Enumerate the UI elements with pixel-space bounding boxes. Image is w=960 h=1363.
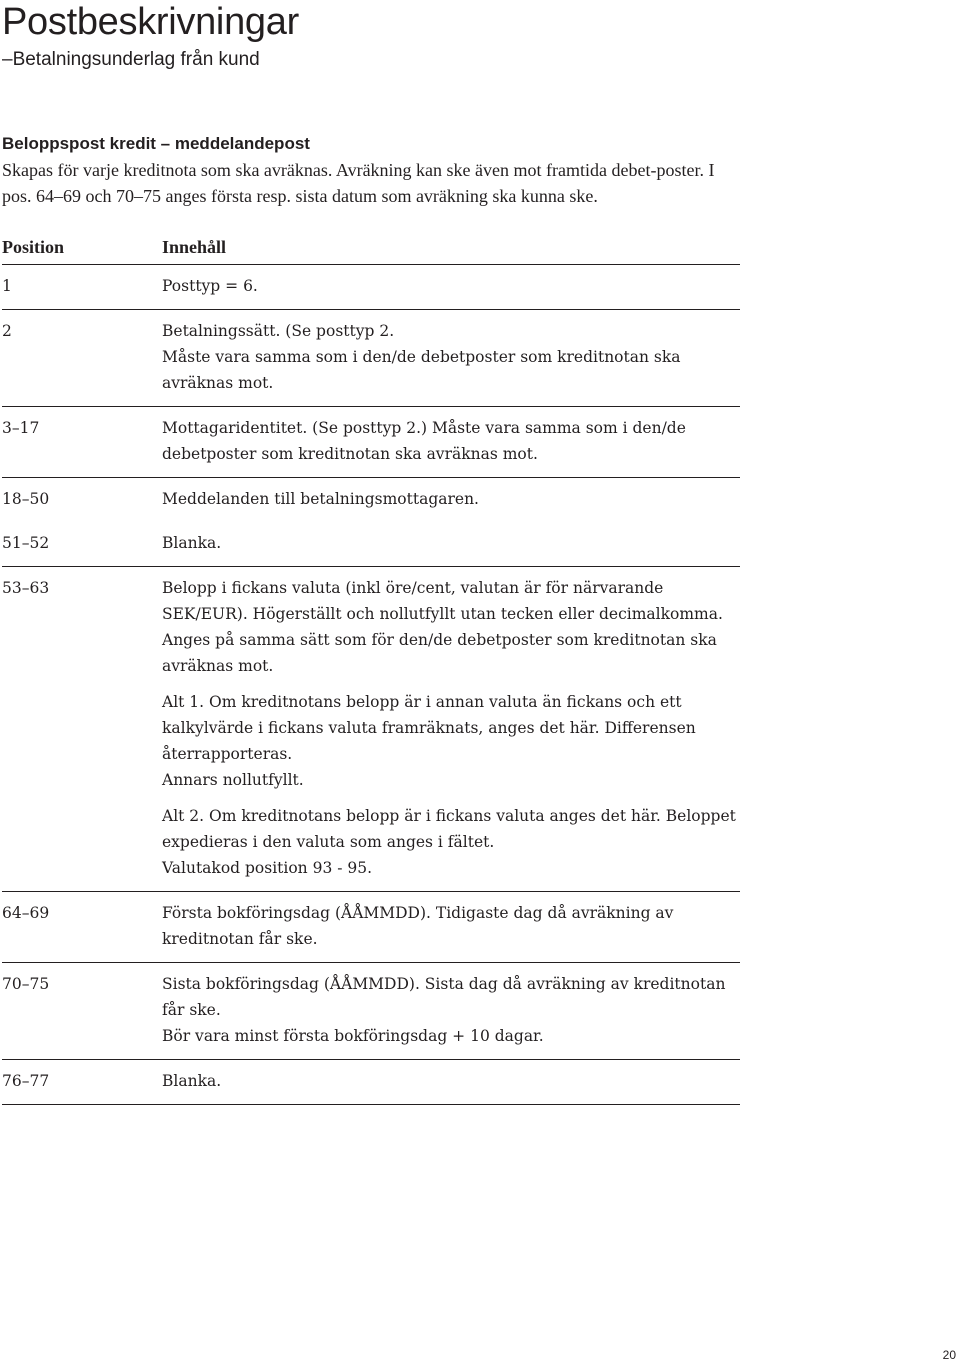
page-number: 20 — [942, 1348, 956, 1362]
table-row — [2, 892, 740, 963]
row-paragraph: Betalningssätt. (Se posttyp 2. Måste vara samma som i den/de debetposter som kreditnotan ska avräknas mot. — [162, 322, 681, 392]
row-position: 18–50 — [2, 490, 50, 508]
field-table — [2, 234, 740, 1105]
row-position: 1 — [2, 277, 12, 295]
section-intro: Skapas för varje kreditnota som ska avräknas. Avräkning kan ske även mot framtida debet-poster. I pos. 64–69 och 70–75 anges första resp. sista datum som avräkning ska kunna ske. — [2, 160, 715, 206]
row-content — [162, 1068, 740, 1094]
page-title: Postbeskrivningar — [2, 1, 299, 43]
row-paragraph: Alt 2. Om kreditnotans belopp är i fickans valuta anges det här. Beloppet expedieras i den valuta som anges i fältet. Valutakod position 93 - 95. — [162, 807, 736, 877]
row-paragraph: Posttyp = 6. — [162, 277, 258, 295]
row-content — [162, 318, 740, 396]
row-content — [162, 530, 740, 556]
table-row — [2, 265, 740, 310]
row-paragraph: Blanka. — [162, 1072, 222, 1090]
row-paragraph: Meddelanden till betalningsmottagaren. — [162, 490, 479, 508]
page-subtitle: –Betalningsunderlag från kund — [2, 49, 260, 70]
row-paragraph: Sista bokföringsdag (ÅÅMMDD). Sista dag då avräkning av kreditnotan får ske. Bör vara minst första bokföringsdag + 10 dagar. — [162, 975, 726, 1045]
table-body — [2, 265, 740, 1105]
row-content — [162, 273, 740, 299]
row-paragraph: Alt 1. Om kreditnotans belopp är i annan valuta än fickans och ett kalkylvärde i fickans valuta framräknats, anges det här. Differensen återrapporteras. Annars nollutfyllt. — [162, 693, 696, 789]
section-heading: Beloppspost kredit – meddelandepost — [2, 134, 310, 153]
row-position: 53–63 — [2, 579, 50, 597]
row-paragraph: Blanka. — [162, 534, 222, 552]
row-content — [162, 900, 740, 952]
header-content: Innehåll — [162, 237, 227, 257]
row-position: 51–52 — [2, 534, 50, 552]
row-position: 2 — [2, 322, 12, 340]
row-position: 76–77 — [2, 1072, 50, 1090]
row-content — [162, 486, 740, 512]
table-row — [2, 407, 740, 478]
row-paragraph: Belopp i fickans valuta (inkl öre/cent, valutan är för närvarande SEK/EUR). Högerställt och nollutfyllt utan tecken eller decimalkomma. Anges på samma sätt som för den/de debetposter som kreditnotan ska avräknas mot. — [162, 579, 723, 675]
row-position: 3–17 — [2, 419, 40, 437]
table-row — [2, 310, 740, 407]
table-row — [2, 963, 740, 1060]
table-header — [2, 234, 740, 265]
row-content — [162, 971, 740, 1049]
table-row — [2, 1060, 740, 1105]
row-position: 70–75 — [2, 975, 50, 993]
row-content — [162, 415, 740, 467]
table-row — [2, 567, 740, 892]
table-row — [2, 522, 740, 567]
header-position: Position — [2, 237, 65, 257]
row-content — [162, 575, 740, 881]
row-paragraph: Mottagaridentitet. (Se posttyp 2.) Måste vara samma som i den/de debetposter som kreditnotan ska avräknas mot. — [162, 419, 686, 463]
row-paragraph: Första bokföringsdag (ÅÅMMDD). Tidigaste dag då avräkning av kreditnotan får ske. — [162, 904, 674, 948]
row-position: 64–69 — [2, 904, 50, 922]
table-row — [2, 478, 740, 522]
